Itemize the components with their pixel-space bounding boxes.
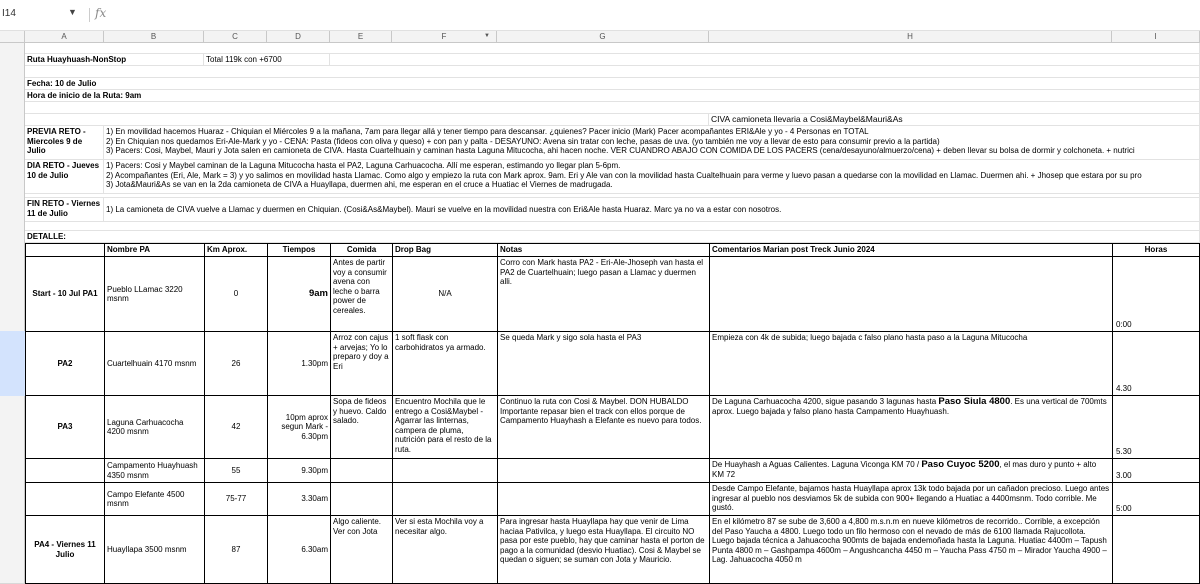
table-row-elef-drop (392, 482, 498, 516)
route-date: Fecha: 10 de Julio (25, 78, 1200, 90)
table-row-pa2-tiempo: 1.30pm (267, 331, 331, 396)
column-header-i[interactable]: I (1112, 31, 1200, 43)
selected-row-header[interactable] (0, 331, 25, 396)
fin-content: 1) La camioneta de CIVA vuelve a Llamac y duermen en Chiquian. (Cosi&As&Maybel). Mauri se vuelve en la movilidad nuestra con Eri&Ale hasta Huaraz. Marc ya no va a estar con nosotros. (104, 198, 1200, 222)
table-header-comida: Comida (330, 243, 393, 257)
dia-content (104, 160, 1200, 194)
row-1 (25, 43, 1200, 54)
table-header-tiempos: Tiempos (267, 243, 331, 257)
row-6 (25, 102, 1200, 114)
table-row-pa1-drop: N/A (392, 256, 498, 332)
table-row-pa1-km: 0 (204, 256, 268, 332)
pa3-comentario-text-c: . Es una vertical de 700mts aprox. Luego bajada y falso plano hasta Campamento Huayhuash. (712, 397, 1107, 416)
column-header-a[interactable]: A (25, 31, 104, 43)
civa-note: CIVA camioneta llevaria a Cosi&Maybel&Mauri&As (709, 114, 1200, 126)
table-row-elef-comida (330, 482, 393, 516)
column-header-g[interactable]: G (497, 31, 709, 43)
table-row-pa2-label: PA2 (25, 331, 105, 396)
table-row-pa2-notas: Se queda Mark y sigo sola hasta el PA3 (497, 331, 710, 396)
column-header-c[interactable]: C (204, 31, 267, 43)
table-row-camp-drop (392, 458, 498, 483)
table-row-elef-tiempo: 3.30am (267, 482, 331, 516)
previa-label: PREVIA RETO - Miercoles 9 de Julio (25, 126, 104, 160)
pa3-paso-siula: Paso Siula 4800 (938, 396, 1011, 407)
route-start-time: Hora de inicio de la Ruta: 9am (25, 90, 1200, 102)
dia-label: DIA RETO - Jueves 10 de Julio (25, 160, 104, 194)
column-header-d[interactable]: D (267, 31, 330, 43)
table-row-pa2-nombre: Cuartelhuain 4170 msnm (104, 331, 205, 396)
spacer-row-2 (25, 222, 1200, 231)
table-header-drop-bag: Drop Bag (392, 243, 498, 257)
table-header-horas: Horas (1112, 243, 1200, 257)
column-header-e[interactable]: E (330, 31, 392, 43)
table-row-pa4-horas-cell (1112, 515, 1200, 584)
row-header-strip[interactable] (0, 43, 25, 584)
table-row-pa3-km: 42 (204, 395, 268, 459)
table-row-pa2-km: 26 (204, 331, 268, 396)
pa3-comentario-text-a: De Laguna Carhuacocha 4200, sigue pasando 3 lagunas hasta (712, 397, 939, 406)
column-header-b[interactable]: B (104, 31, 204, 43)
table-row-pa3-horas-cell (1112, 395, 1200, 459)
table-row-pa2-comentario: Empieza con 4k de subida; luego bajada c falso plano hasta paso a la Laguna Mitucocha (709, 331, 1113, 396)
table-row-camp-horas-cell (1112, 458, 1200, 483)
row-7-left (25, 114, 709, 126)
table-row-pa4-tiempo: 6.30am (267, 515, 331, 584)
chevron-down-icon[interactable]: ▼ (68, 7, 77, 17)
table-header-nombre: Nombre PA (104, 243, 205, 257)
previa-line-2: 2) En Chiquian nos quedamos Eri-Ale-Mark y yo - CENA: Pasta (fideos con oliva y queso) + con pan y palta - DESAYUNO: Avena sin tratar con leche, pasas de uva. (yo también me voy a llevar de esto para consumir previo a la partida) (106, 136, 940, 146)
table-row-pa2-drop: 1 soft flask con carbohidratos ya armado. (392, 331, 498, 396)
table-row-pa4-comentario: En el kilómetro 87 se sube de 3,600 a 4,800 m.s.n.m en nueve kilómetros de recorrido.. Corrible, a excepción del Paso Yaucha a 4800. Luego todo un filo hermoso con el nevado de más de 6100 llamada Rajucollota. Luego bajada técnica a Jahuacocha 900mts de bajada endemoñada hasta la Laguna. Huatiac 4400m – Tapush Punta 4800 m – Gashpampa 4600m – Angushcancha 4450 m – Yaucha Pass 4750 m – Mirador Yaucha 4900 – Lag. Jahuacocha 4050 m (709, 515, 1113, 584)
table-row-pa2-comida: Arroz con cajus + arvejas; Yo lo preparo y doy a Eri (330, 331, 393, 396)
previa-line-1: 1) En movilidad hacemos Huaraz - Chiquian el Miércoles 9 a la mañana, 7am para llegar allá y tener tiempo para descansar. ¿quienes? Pacer inicio (Mark) Pacer acompañantes ERI&Ale y yo - 4 Personas en TOTAL (106, 127, 869, 136)
table-row-pa3-label: PA3 (25, 395, 105, 459)
table-header-empty (25, 243, 105, 257)
formula-separator (89, 8, 90, 22)
table-row-pa3-comida: Sopa de fideos y huevo. Caldo salado. (330, 395, 393, 459)
table-row-camp-comentario (709, 458, 1113, 483)
formula-bar (0, 0, 1200, 31)
table-row-camp-label (25, 458, 105, 483)
table-row-camp-horas: 3.00 (1116, 470, 1132, 480)
camp-comentario-text-a: De Huayhash a Aguas Calientes. Laguna Viconga KM 70 / (712, 460, 922, 469)
table-row-camp-comida (330, 458, 393, 483)
dia-line-2: 2) Acompañantes (Eri, Ale, Mark = 3) y yo salimos en movilidad hasta Llamac. Como algo y empiezo la ruta con Mark aprox. 9am. Eri y Ale van con la movilidad hasta Cualtelhuain para verme y luevo pasan a quedarse con la movilidad en Llamac. Duermen ahi. + Jhosep que estara por su pro (106, 170, 1142, 180)
camp-comentario-text-c: , el mas duro y punto + alto KM 72 (712, 460, 1097, 479)
table-row-pa1-horas-cell (1112, 256, 1200, 332)
table-row-camp-nombre: Campamento Huayhuash 4350 msnm (104, 458, 205, 483)
row-3 (25, 66, 1200, 78)
table-row-pa4-label: PA4 - Viernes 11 Julio (25, 515, 105, 584)
table-row-camp-notas (497, 458, 710, 483)
detalle-label: DETALLE: (25, 231, 1200, 243)
table-row-pa1-comida: Antes de partir voy a consumir avena con leche o barra power de cereales. (330, 256, 393, 332)
table-row-pa3-tiempo: 10pm aprox segun Mark - 6.30pm (267, 395, 331, 459)
table-row-pa4-km: 87 (204, 515, 268, 584)
table-row-pa1-nombre: Pueblo LLamac 3220 msnm (104, 256, 205, 332)
row-2-rest (330, 54, 1200, 66)
table-row-pa2-horas-cell (1112, 331, 1200, 396)
table-row-elef-notas (497, 482, 710, 516)
filter-dropdown-icon[interactable]: ▼ (484, 33, 490, 39)
table-row-pa1-label: Start - 10 Jul PA1 (25, 256, 105, 332)
table-header-notas: Notas (497, 243, 710, 257)
table-row-elef-comentario: Desde Campo Elefante, bajamos hasta Huayllapa aprox 13k todo bajada por un cañadon precioso. Luego antes ingresar al pueblo nos desviamos 5k de subida con 900+ llegando a Huatiac a 4400msnm. Todo corrible. Me gustó. (709, 482, 1113, 516)
table-row-pa3-nombre: Laguna Carhuacocha 4200 msnm (104, 395, 205, 459)
table-row-pa3-drop: Encuentro Mochila que le entrego a Cosi&Maybel - Agarrar las linternas, campera de pluma, nutrición para el resto de la ruta. (392, 395, 498, 459)
table-row-elef-km: 75-77 (204, 482, 268, 516)
column-letter: F (441, 32, 447, 41)
table-row-elef-horas: 5:00 (1116, 503, 1132, 513)
previa-line-3: 3) Pacers: Cosi, Maybel, Mauri y Jota salen en camioneta de CIVA. Hasta Cuartelhuain y caminan hasta Laguna Mitucocha, ahi hacen noche. VER CUANDRO ABAJO CON COMIDA DE LOS PACERS (cena/desayuno/almuerzo/cena) + deben llevar su bolsa de dormir y colchoneta. + nutrici (106, 146, 1135, 155)
table-row-elef-nombre: Campo Elefante 4500 msnm (104, 482, 205, 516)
table-row-elef-horas-cell (1112, 482, 1200, 516)
column-header-f[interactable] (392, 31, 497, 43)
table-row-pa3-comentario (709, 395, 1113, 459)
table-header-km: Km Aprox. (204, 243, 268, 257)
fin-label: FIN RETO - Viernes 11 de Julio (25, 198, 104, 222)
table-row-pa3-horas: 5.30 (1116, 446, 1132, 456)
table-row-elef-label (25, 482, 105, 516)
table-row-pa1-notas: Corro con Mark hasta PA2 - Eri-Ale-Jhoseph van hasta el PA2 de Cuartelhuain; luego pasan a Llamac y duermen alli. (497, 256, 710, 332)
camp-paso-cuyoc: Paso Cuyoc 5200 (921, 459, 1000, 470)
dia-line-3: 3) Jota&Mauri&As se van en la 2da camioneta de CIVA a Huayllapa, duermen ahi, me esperan en el cruce a Huatiac el Viernes de madrugada. (106, 180, 613, 189)
route-title: Ruta Huayhuash-NonStop (25, 54, 204, 66)
previa-content (104, 126, 1200, 160)
table-row-pa4-drop: Ver si esta Mochila voy a necesitar algo. (392, 515, 498, 584)
table-row-camp-tiempo: 9.30pm (267, 458, 331, 483)
table-row-pa1-horas: 0:00 (1116, 319, 1132, 329)
route-total: Total 119k con +6700 (204, 54, 330, 66)
table-row-pa1-comentario (709, 256, 1113, 332)
table-row-pa4-notas: Para ingresar hasta Huayllapa hay que venir de Lima haciaa Pativilca, y luego esta Huayllapa. El circuito NO pasa por este pueblo, hay que caminar hasta el porton de pago a la comunidad (desvio Huatiac). Cosi & Maybel se quedan o siguen; se suman con Jota y Mauricio. (497, 515, 710, 584)
table-row-pa4-nombre: Huayllapa 3500 msnm (104, 515, 205, 584)
table-row-pa1-tiempo: 9am (267, 256, 331, 332)
fx-icon: fx (95, 6, 107, 20)
column-header-h[interactable]: H (709, 31, 1112, 43)
select-all-corner[interactable] (0, 31, 25, 43)
table-header-comentarios: Comentarios Marian post Treck Junio 2024 (709, 243, 1113, 257)
name-box[interactable]: I14 (2, 8, 16, 19)
table-row-camp-km: 55 (204, 458, 268, 483)
table-row-pa3-notas: Continuo la ruta con Cosi & Maybel. DON HUBALDO Importante repasar bien el track con ellos porque de Campamento Huayhash a Elefante es nuevo para todos. (497, 395, 710, 459)
table-row-pa2-horas: 4.30 (1116, 383, 1132, 393)
dia-line-1: 1) Pacers: Cosi y Maybel caminan de la Laguna Mitucocha hasta el PA2, Laguna Carhuacocha. Allí me esperan, estimando yo llegar plan 5-6pm. (106, 161, 621, 170)
table-row-pa4-comida: Algo caliente. Ver con Jota (330, 515, 393, 584)
